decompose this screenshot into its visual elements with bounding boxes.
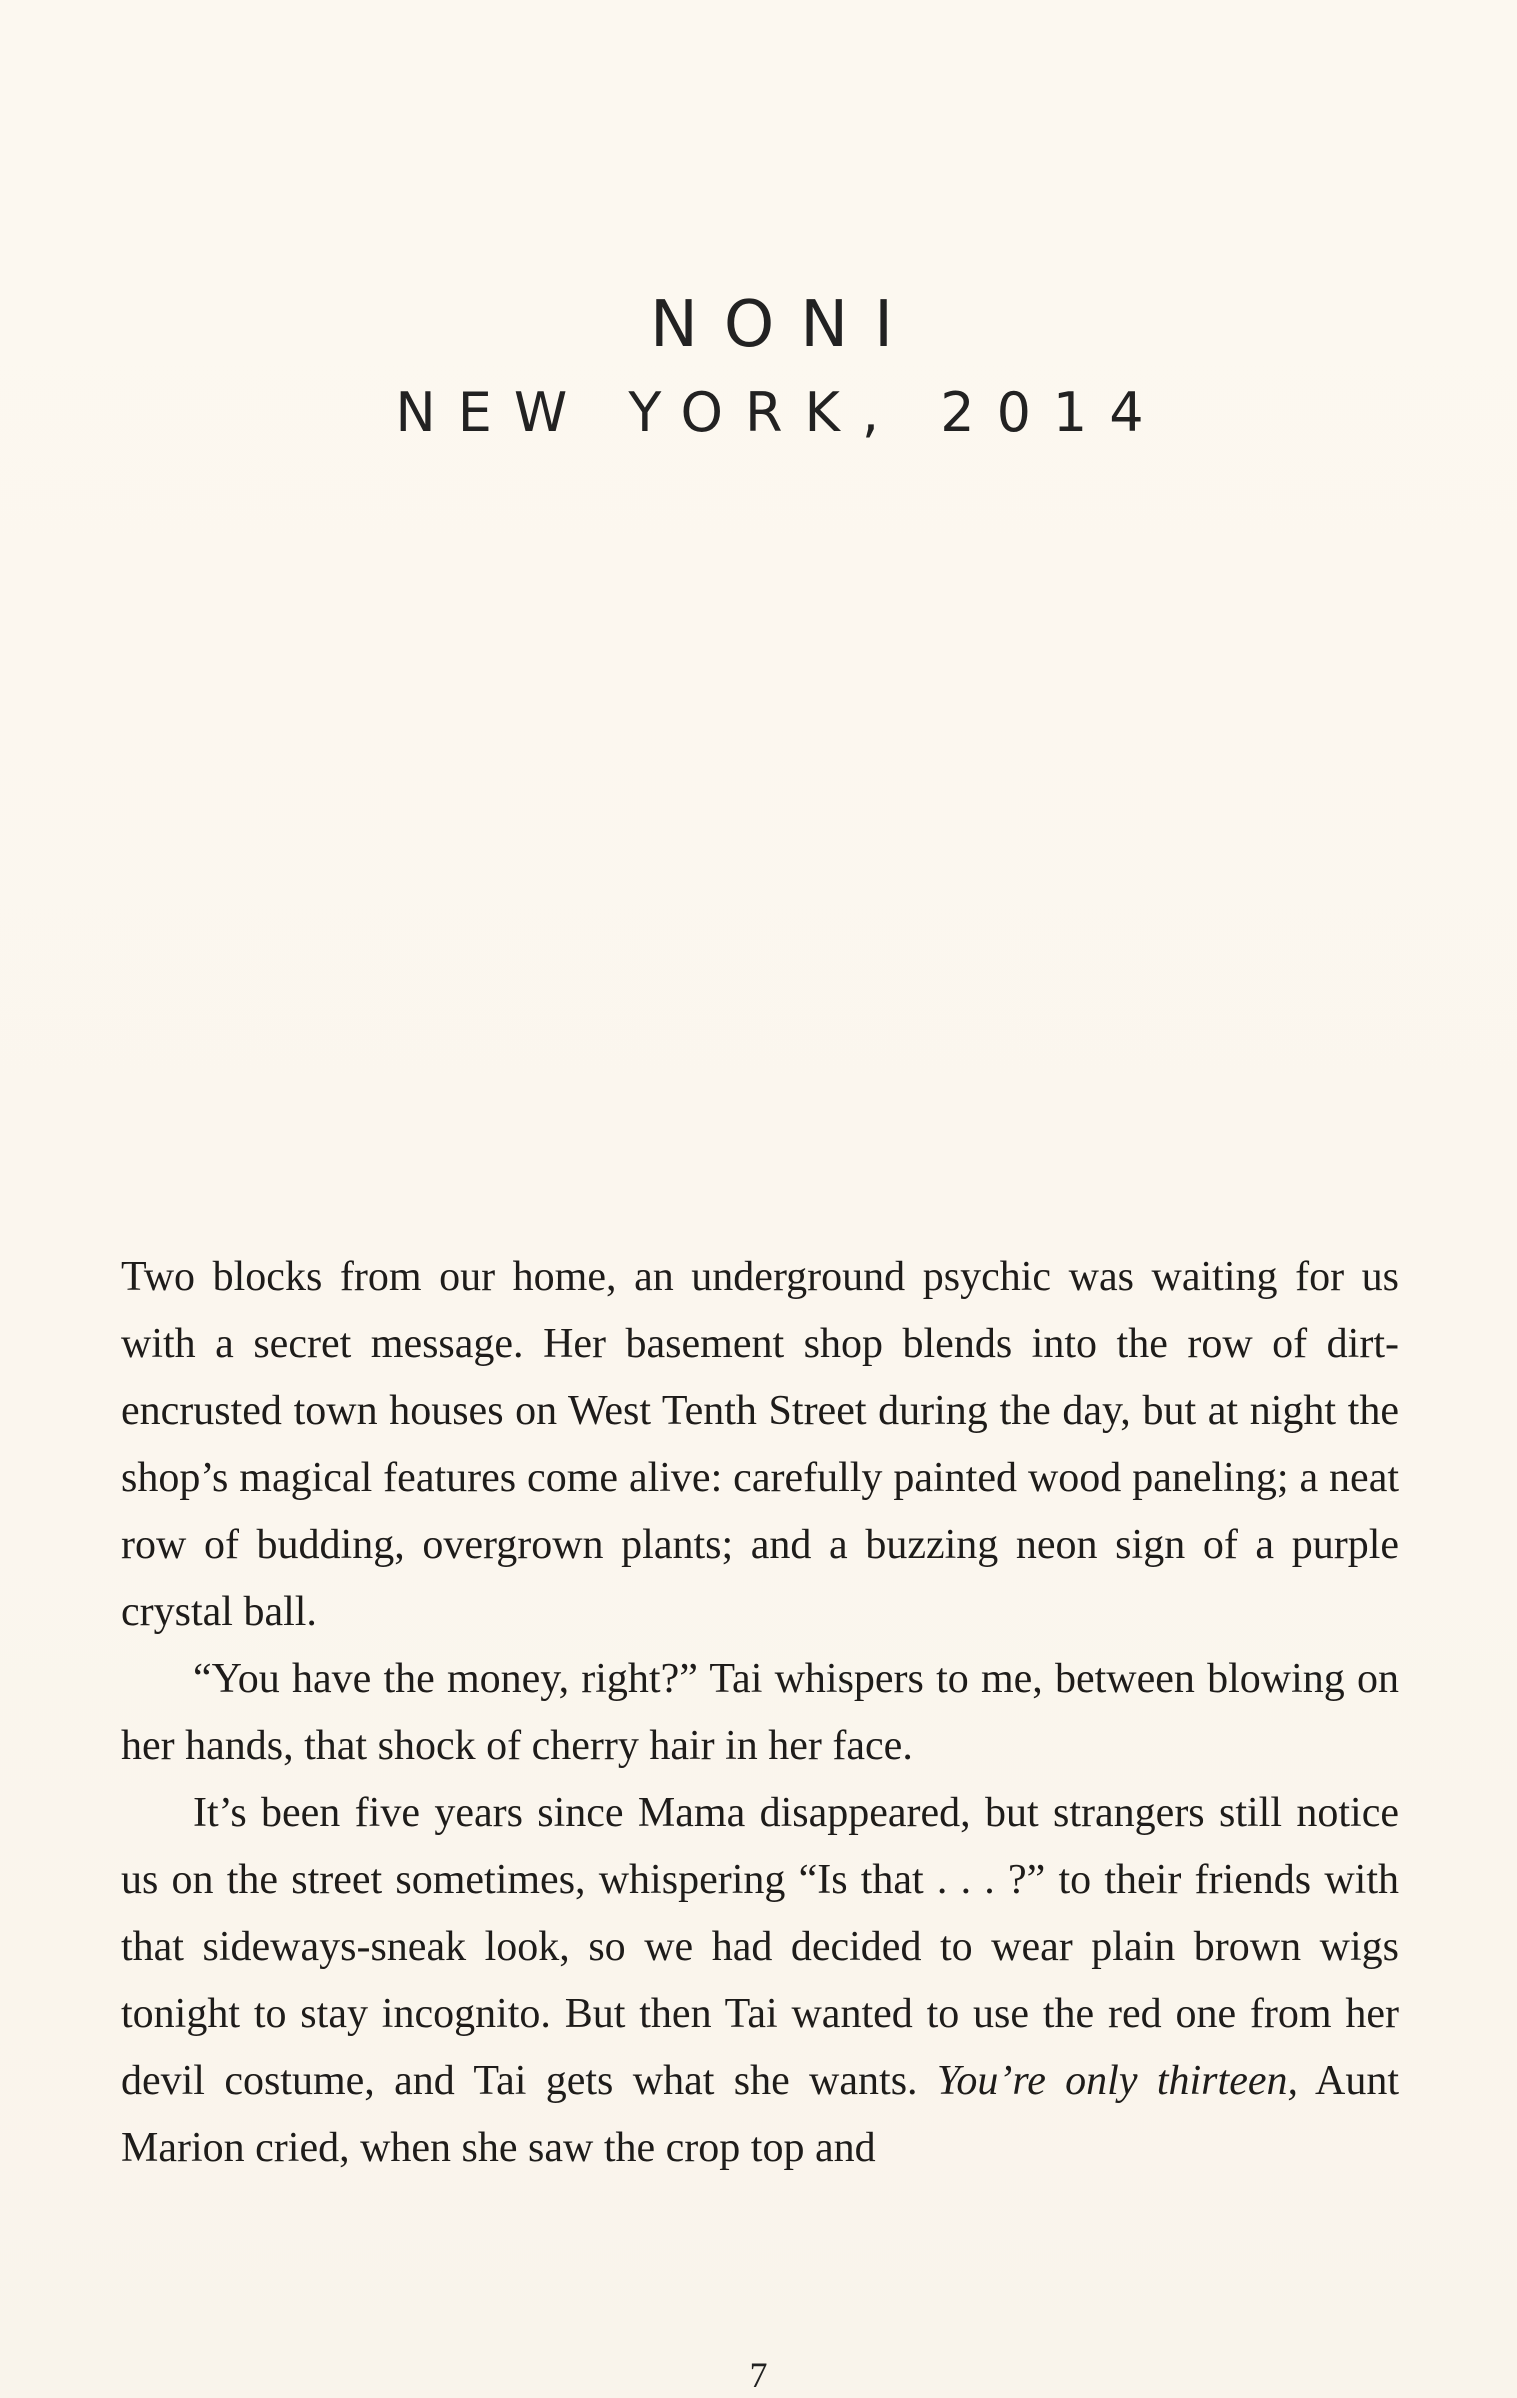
chapter-title: NONI [650, 288, 919, 362]
paragraph-3-text: It’s been five years since Mama disappeared, but strangers still notice us on the street sometimes, whispering “Is that . . . ?” to their friends with that sideways-sneak look, so we had decided to wear plain brown wigs tonight to stay incognito. But then Tai wanted to use the red one from her devil costume, and Tai gets what she wants. [121, 1790, 1399, 2104]
paragraph-3-end: Aunt Marion cried, when she saw the crop top and [121, 2058, 1400, 2171]
page-number: 7 [749, 2355, 768, 2395]
chapter-subtitle: NEW YORK, 2014 [395, 381, 1166, 444]
body-text [121, 1244, 1399, 2182]
paragraph-2: “You have the money, right?” Tai whispers to me, between blowing on her hands, that shock of cherry hair in her face. [121, 1656, 1399, 1769]
paragraph-3 [121, 1780, 1399, 2182]
paragraph-1: Two blocks from our home, an underground psychic was waiting for us with a secret message. Her basement shop blends into the row of dirt-encrusted town houses on West Tenth Street during the day, but at night the shop’s magical features come alive: carefully painted wood paneling; a neat row of budding, overgrown plants; and a buzzing neon sign of a purple crystal ball. [121, 1254, 1399, 1635]
paragraph-3-italic: You’re only thirteen, [936, 2058, 1298, 2104]
